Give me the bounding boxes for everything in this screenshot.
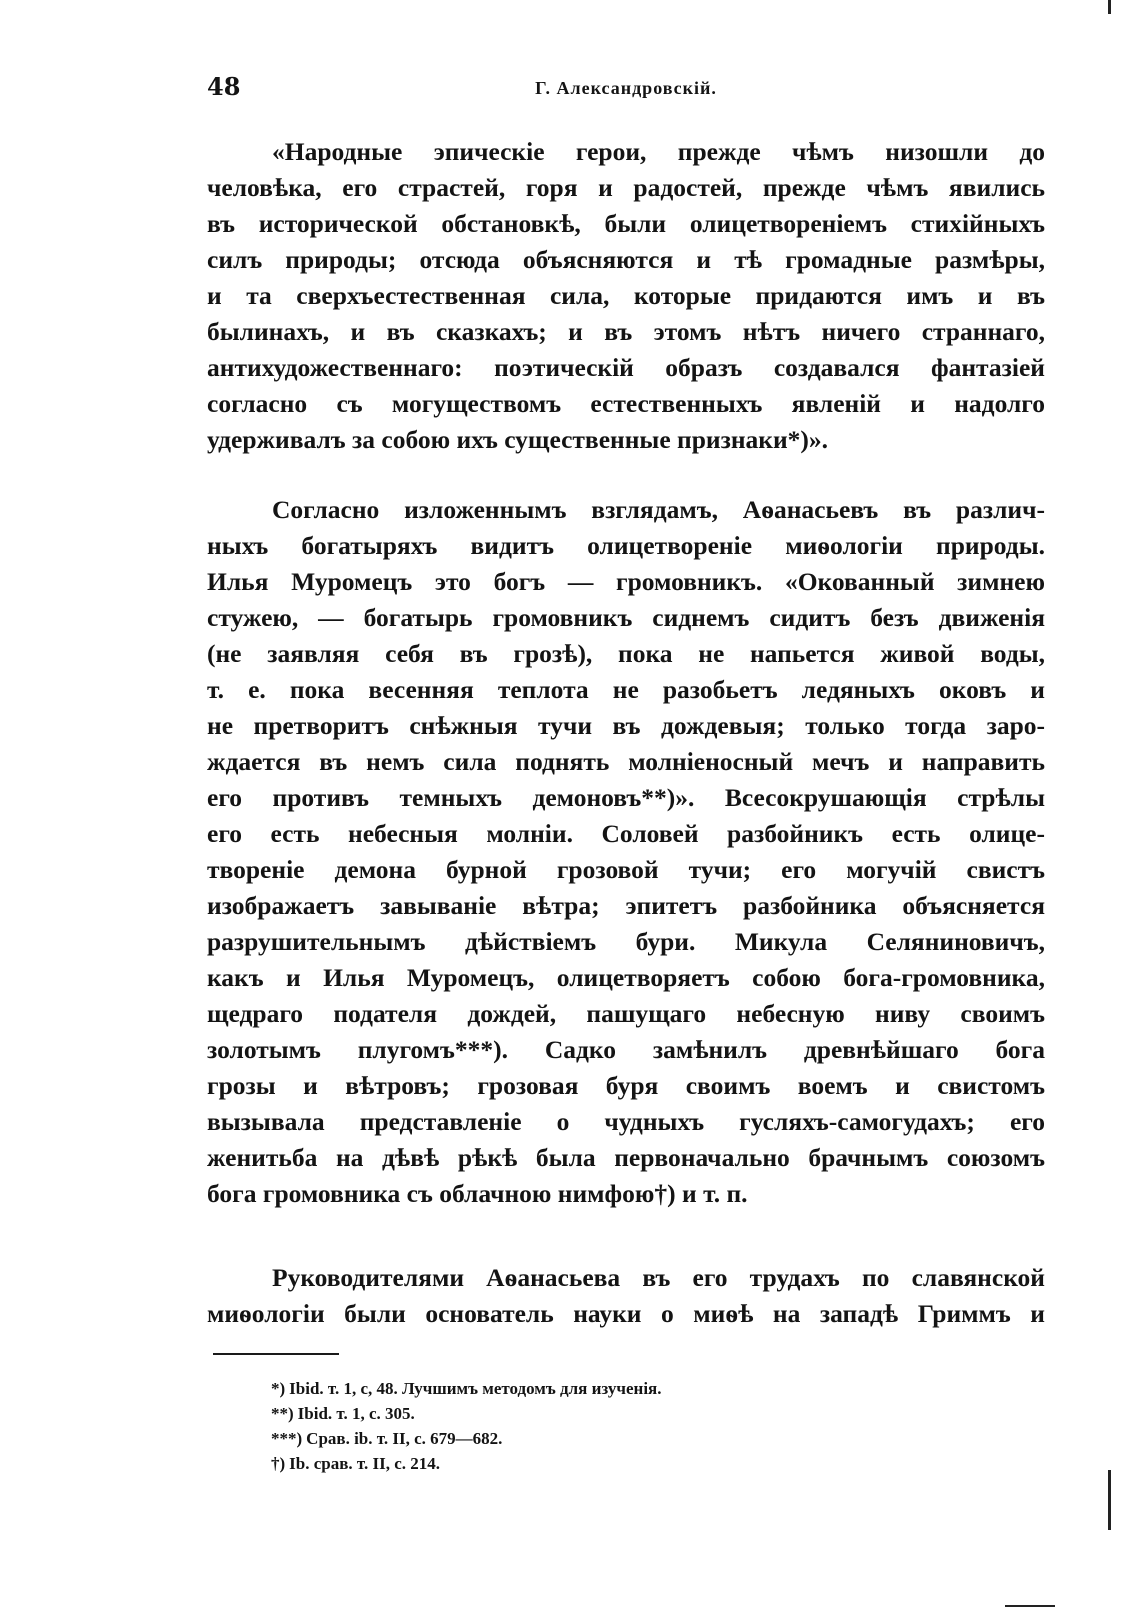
footnote-mark: ***) xyxy=(271,1429,303,1448)
scan-edge-mark xyxy=(1005,1605,1055,1607)
text-line: т. е. пока весенняя теплота не разобьетъ ледяныхъ оковъ и xyxy=(207,675,1045,704)
footnote-divider xyxy=(213,1353,339,1355)
text-line: грозы и вѣтровъ; грозовая буря своимъ воемъ и свистомъ xyxy=(207,1071,1045,1100)
paragraph-3 xyxy=(207,1260,1045,1332)
text-line: бога громовника съ облачною нимфою†) и т. п. xyxy=(207,1179,748,1208)
text-line: Руководителями Аѳанасьева въ его трудахъ по славянской xyxy=(272,1263,1045,1292)
footnote xyxy=(271,1426,971,1451)
footnote-mark: *) xyxy=(271,1379,286,1398)
footnote-text: Ib. срав. т. II, с. 214. xyxy=(289,1454,441,1473)
text-line: въ исторической обстановкѣ, были олицетвореніемъ стихійныхъ xyxy=(207,209,1045,238)
text-line: его противъ темныхъ демоновъ**)». Всесокрушающія стрѣлы xyxy=(207,783,1045,812)
text-line: антихудожественнаго: поэтическій образъ создавался фантазіей xyxy=(207,353,1045,382)
text-line: женитьба на дѣвѣ рѣкѣ была первоначально брачнымъ союзомъ xyxy=(207,1143,1045,1172)
footnote-text: Ibid. т. 1, с. 305. xyxy=(297,1404,415,1423)
text-line: миѳологіи были основатель науки о миѳѣ на западѣ Гриммъ и xyxy=(207,1299,1045,1328)
text-line: твореніе демона бурной грозовой тучи; его могучій свистъ xyxy=(207,855,1045,884)
footnote-mark: †) xyxy=(271,1454,286,1473)
text-line: согласно съ могуществомъ естественныхъ явленій и надолго xyxy=(207,389,1045,418)
text-line: стужею, — богатырь громовникъ сиднемъ сидитъ безъ движенія xyxy=(207,603,1045,632)
text-line: какъ и Илья Муромецъ, олицетворяетъ собою бога-громовника, xyxy=(207,963,1045,992)
text-line: разрушительнымъ дѣйствіемъ бури. Микула Селяниновичъ, xyxy=(207,927,1045,956)
page-number: 48 xyxy=(207,72,241,101)
footnote-text: Ibid. т. 1, с, 48. Лучшимъ методомъ для изученія. xyxy=(289,1379,662,1398)
text-line: золотымъ плугомъ***). Садко замѣнилъ древнѣйшаго бога xyxy=(207,1035,1045,1064)
paragraph-1 xyxy=(207,134,1045,458)
text-line: Илья Муромецъ это богъ — громовникъ. «Окованный зимнею xyxy=(207,567,1045,596)
text-line: силъ природы; отсюда объясняются и тѣ громадные размѣры, xyxy=(207,245,1045,274)
footnote-mark: **) xyxy=(271,1404,294,1423)
text-line: человѣка, его страстей, горя и радостей, прежде чѣмъ явились xyxy=(207,173,1045,202)
text-line: вызывала представленіе о чудныхъ гусляхъ-самогудахъ; его xyxy=(207,1107,1045,1136)
page-header xyxy=(207,72,1045,104)
text-line: ждается въ немъ сила поднять молніеносный мечъ и направить xyxy=(207,747,1045,776)
text-line: «Народные эпическіе герои, прежде чѣмъ низошли до xyxy=(272,137,1045,166)
text-line: былинахъ, и въ сказкахъ; и въ этомъ нѣтъ ничего страннаго, xyxy=(207,317,1045,346)
text-line: Согласно изложеннымъ взглядамъ, Аѳанасьевъ въ различ- xyxy=(272,495,1045,524)
footnote xyxy=(271,1451,971,1476)
text-line: изображаетъ завываніе вѣтра; эпитетъ разбойника объясняется xyxy=(207,891,1045,920)
footnote-text: Срав. ib. т. II, с. 679—682. xyxy=(306,1429,503,1448)
footnote xyxy=(271,1401,971,1426)
text-line: щедраго подателя дождей, пашущаго небесную ниву своимъ xyxy=(207,999,1045,1028)
text-line: и та сверхъестественная сила, которые придаются имъ и въ xyxy=(207,281,1045,310)
text-line: его есть небесныя молніи. Соловей разбойникъ есть олице- xyxy=(207,819,1045,848)
text-line: удерживалъ за собою ихъ существенные признаки*)». xyxy=(207,425,829,454)
footnote xyxy=(271,1376,971,1401)
footnotes xyxy=(271,1376,971,1476)
scan-edge-mark xyxy=(1108,1470,1111,1530)
text-line: (не заявляя себя въ грозѣ), пока не напьется живой воды, xyxy=(207,639,1045,668)
text-line: не претворитъ снѣжныя тучи въ дождевыя; только тогда заро- xyxy=(207,711,1045,740)
scan-edge-mark xyxy=(1108,0,1111,14)
paragraph-2 xyxy=(207,492,1045,1212)
running-head: Г. Александровскій. xyxy=(535,78,717,98)
text-line: ныхъ богатыряхъ видитъ олицетвореніе миѳологіи природы. xyxy=(207,531,1045,560)
